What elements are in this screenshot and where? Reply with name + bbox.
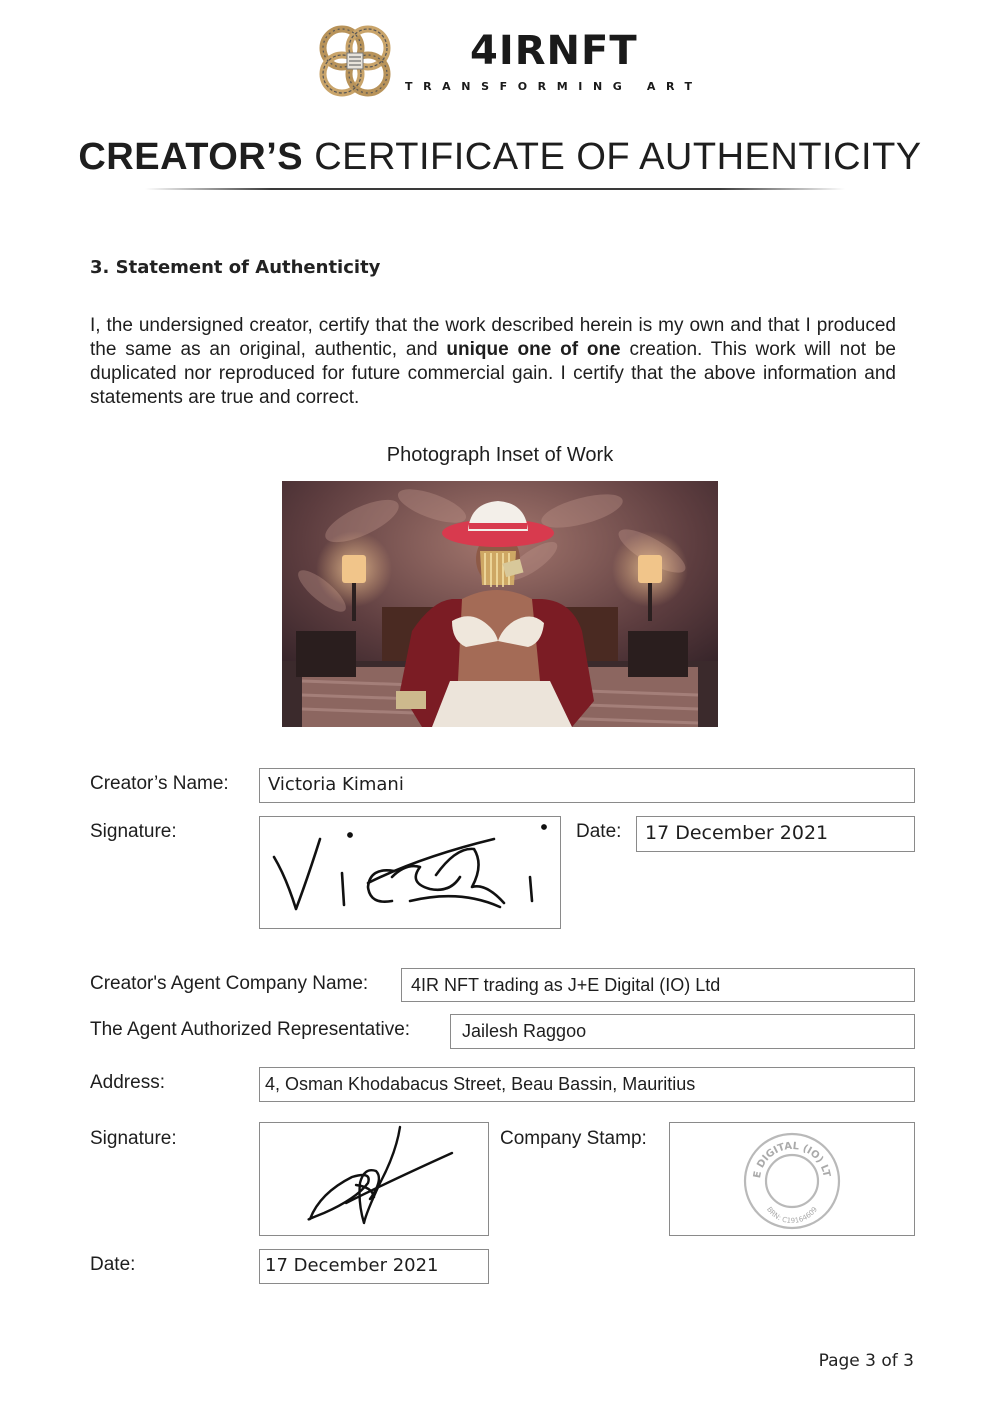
- agent-signature-box[interactable]: [259, 1122, 489, 1236]
- page-number: Page 3 of 3: [818, 1351, 914, 1371]
- page-title: [0, 134, 1000, 180]
- svg-text:BRN: C19164609: [765, 1206, 819, 1226]
- creator-signature-icon: [260, 817, 560, 928]
- creator-date-field[interactable]: [636, 816, 915, 852]
- creator-signature-box[interactable]: [259, 816, 561, 929]
- agent-address-field[interactable]: [259, 1067, 915, 1102]
- agent-signature-label: Signature:: [90, 1128, 177, 1149]
- agent-rep-field[interactable]: [450, 1014, 915, 1049]
- creator-date-value: 17 December 2021: [645, 822, 829, 844]
- agent-address-value: 4, Osman Khodabacus Street, Beau Bassin, Mauritius: [265, 1074, 696, 1094]
- creator-date-label: Date:: [576, 821, 622, 842]
- agent-rep-value: Jailesh Raggoo: [462, 1021, 587, 1041]
- section-heading: 3. Statement of Authenticity: [90, 257, 381, 278]
- agent-date-label: Date:: [90, 1254, 136, 1275]
- agent-rep-label: The Agent Authorized Representative:: [90, 1019, 411, 1040]
- stamp-company-text: E DIGITAL (IO) LT: [752, 1140, 832, 1180]
- brand-name: 4IRNFT: [470, 28, 638, 74]
- agent-address-label: Address:: [90, 1072, 165, 1093]
- statement-text-2: creation. This work will not be duplicated nor reproduced for future commercial gain. I certify that the above information and statements are true and correct.: [90, 339, 897, 408]
- creator-name-label: Creator’s Name:: [90, 773, 229, 794]
- company-stamp-label: Company Stamp:: [500, 1128, 647, 1149]
- creator-signature-label: Signature:: [90, 821, 177, 842]
- brand-tagline: TRANSFORMING ART: [405, 80, 703, 93]
- stamp-brn-text: BRN: C19164609: [765, 1205, 819, 1226]
- statement-emphasis: unique one of one: [446, 339, 621, 360]
- agent-signature-icon: [260, 1123, 488, 1235]
- page-title-rest: CERTIFICATE OF AUTHENTICITY: [314, 136, 922, 178]
- company-stamp-box[interactable]: [669, 1122, 915, 1236]
- brand-logo-icon: [316, 22, 394, 100]
- creator-name-field[interactable]: [259, 768, 915, 803]
- svg-text:J E DIGITAL (IO) LTD: [670, 1123, 832, 1182]
- statement-paragraph: [90, 314, 896, 410]
- company-stamp-seal-icon: [670, 1123, 914, 1235]
- title-divider: [145, 188, 845, 190]
- agent-date-field[interactable]: [259, 1249, 489, 1284]
- artwork-photo: [282, 481, 718, 727]
- agent-company-field[interactable]: [401, 968, 915, 1002]
- creator-name-value: Victoria Kimani: [268, 774, 404, 795]
- statement-text-1: I, the undersigned creator, certify that the work described herein is my own and that I produced the same as an original, authentic, and: [90, 315, 896, 360]
- agent-company-label: Creator's Agent Company Name:: [90, 973, 369, 994]
- agent-company-value: 4IR NFT trading as J+E Digital (IO) Ltd: [411, 975, 721, 995]
- photo-caption: Photograph Inset of Work: [386, 444, 614, 466]
- page-title-bold: CREATOR’S: [78, 136, 304, 178]
- agent-date-value: 17 December 2021: [265, 1255, 439, 1276]
